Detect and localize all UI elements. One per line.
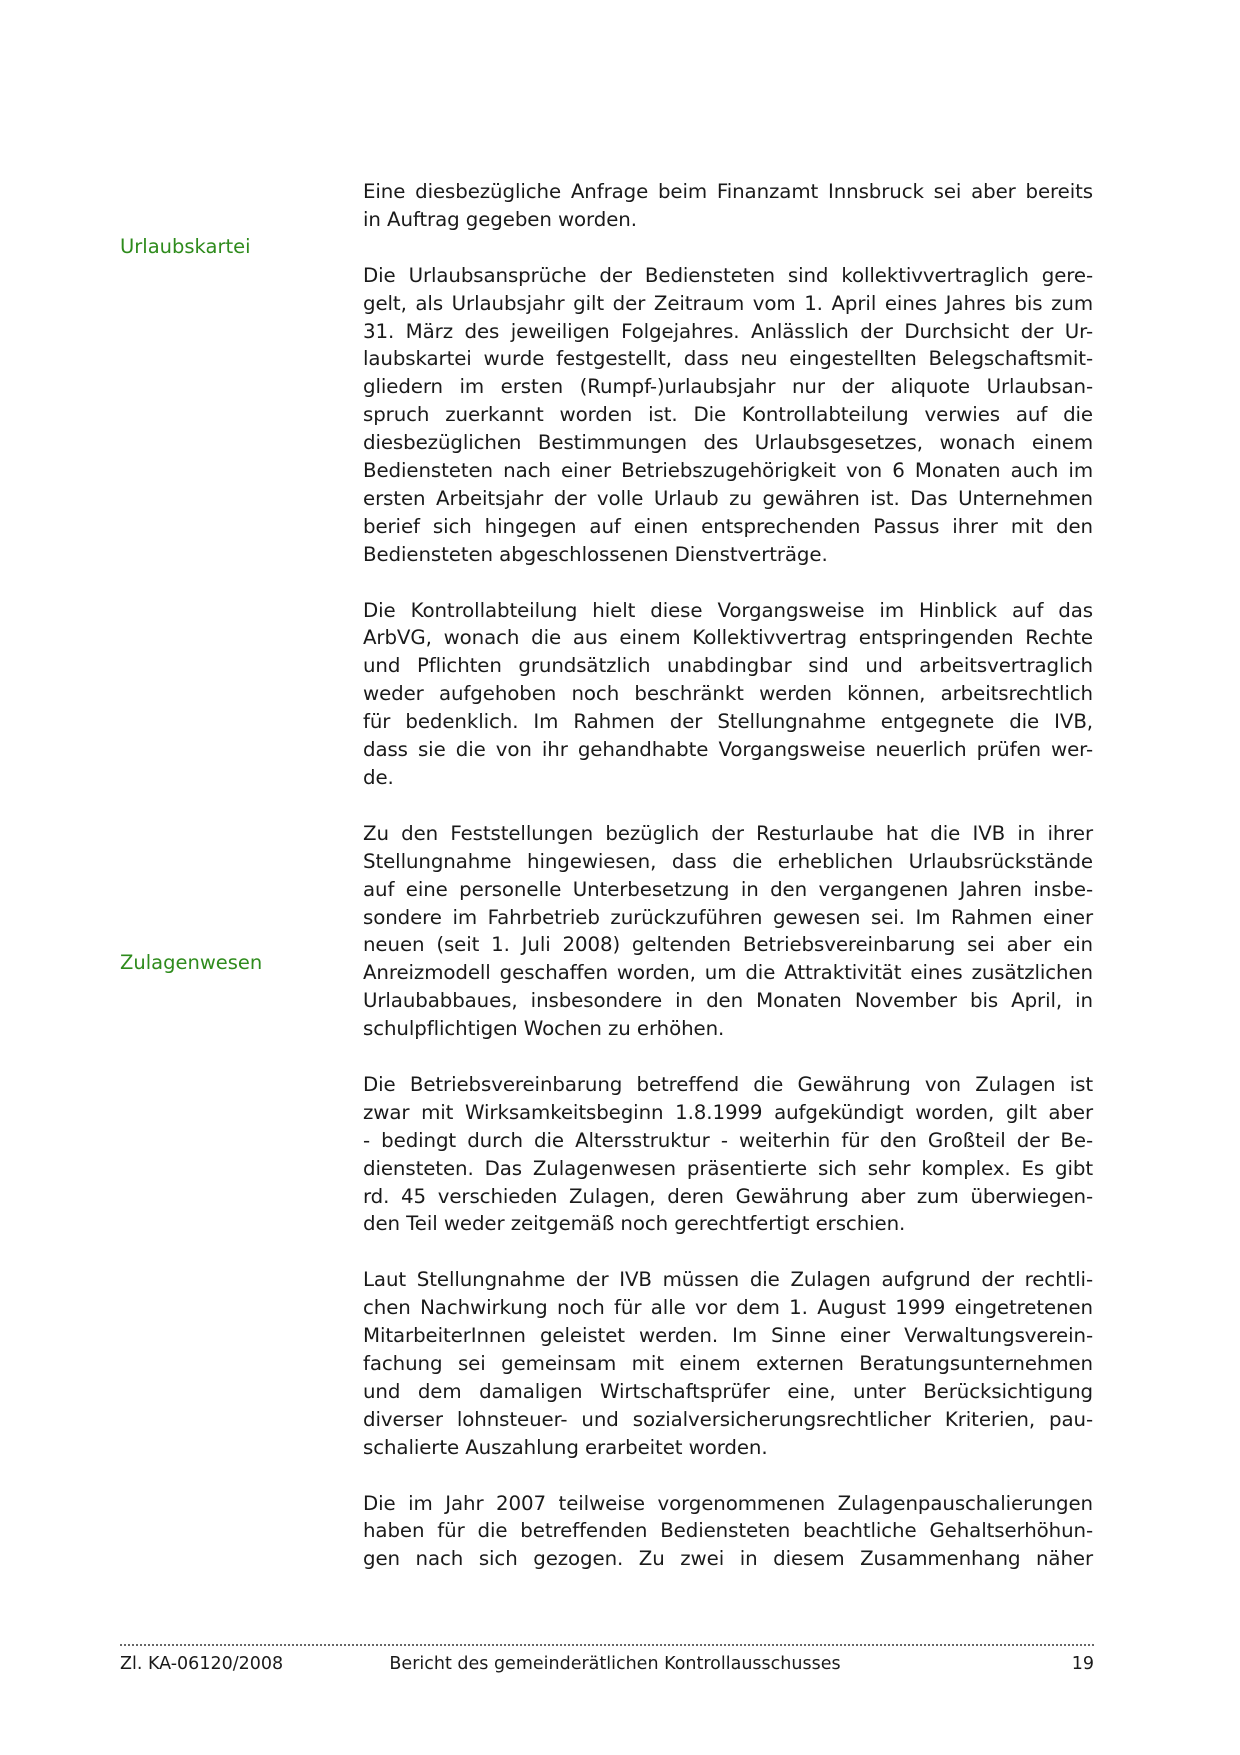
text-line: Anreizmodell geschaffen worden, um die Attraktivität eines zusätzlichen	[363, 961, 1093, 985]
text-line: Laut Stellungnahme der IVB müssen die Zulagen aufgrund der rechtli-	[363, 1268, 1093, 1292]
text-line: Die im Jahr 2007 teilweise vorgenommenen Zulagenpauschalierungen	[363, 1491, 1093, 1515]
text-line: Stellungnahme hingewiesen, dass die erheblichen Urlaubsrückstände	[363, 849, 1093, 873]
text-line: Bediensteten nach einer Betriebszugehörigkeit von 6 Monaten auch im	[363, 459, 1093, 483]
text-line: Urlaubabbaues, insbesondere in den Monaten November bis April, in	[363, 989, 1093, 1013]
paragraph-anfrage-finanzamt	[363, 178, 1093, 234]
text-line: den Teil weder zeitgemäß noch gerechtfertigt erschien.	[363, 1212, 906, 1236]
text-line: ersten Arbeitsjahr der volle Urlaub zu gewähren ist. Das Unternehmen	[363, 486, 1093, 510]
text-line: in Auftrag gegeben worden.	[363, 207, 637, 231]
text-line: chen Nachwirkung noch für alle vor dem 1. August 1999 eingetretenen	[363, 1296, 1093, 1320]
footer-reference: Zl. KA-06120/2008	[120, 1654, 284, 1674]
text-line: MitarbeiterInnen geleistet werden. Im Sinne einer Verwaltungsverein-	[363, 1324, 1093, 1348]
footer-report-title: Bericht des gemeinderätlichen Kontrollausschusses	[389, 1654, 841, 1674]
text-line: für bedenklich. Im Rahmen der Stellungnahme entgegnete die IVB,	[363, 710, 1093, 734]
text-line: diensteten. Das Zulagenwesen präsentierte sich sehr komplex. Es gibt	[363, 1156, 1093, 1180]
text-line: haben für die betreffenden Bediensteten beachtliche Gehaltserhöhun-	[363, 1519, 1093, 1543]
text-line: berief sich hingegen auf einen entsprechenden Passus ihrer mit den	[363, 514, 1093, 538]
paragraph-betriebsvereinbarung-zulagen	[363, 1071, 1093, 1238]
text-line: Eine diesbezügliche Anfrage beim Finanzamt Innsbruck sei aber bereits	[363, 180, 1093, 203]
text-line: und dem damaligen Wirtschaftsprüfer eine, unter Berücksichtigung	[363, 1379, 1093, 1403]
text-line: gelt, als Urlaubsjahr gilt der Zeitraum vom 1. April eines Jahres bis zum	[363, 291, 1093, 315]
margin-label-urlaubskartei: Urlaubskartei	[120, 235, 251, 258]
paragraph-urlaubsansprueche	[363, 262, 1093, 569]
text-line: schulpflichtigen Wochen zu erhöhen.	[363, 1017, 725, 1041]
text-line: auf eine personelle Unterbesetzung in den vergangenen Jahren insbe-	[363, 877, 1093, 901]
text-line: weder aufgehoben noch beschränkt werden können, arbeitsrechtlich	[363, 682, 1093, 706]
text-line: diverser lohnsteuer- und sozialversicherungsrechtlicher Kriterien, pau-	[363, 1407, 1093, 1431]
page-number: 19	[1071, 1654, 1094, 1674]
text-line: dass sie die von ihr gehandhabte Vorgangsweise neuerlich prüfen wer-	[363, 738, 1093, 762]
paragraph-zulagenpauschalierungen	[363, 1490, 1093, 1574]
text-line: sondere im Fahrbetrieb zurückzuführen gewesen sei. Im Rahmen einer	[363, 905, 1093, 929]
text-line: Zu den Feststellungen bezüglich der Resturlaube hat die IVB in ihrer	[363, 821, 1093, 845]
text-line: gen nach sich gezogen. Zu zwei in diesem Zusammenhang näher	[363, 1547, 1093, 1571]
text-line: diesbezüglichen Bestimmungen des Urlaubsgesetzes, wonach einem	[363, 431, 1093, 455]
text-line: Die Kontrollabteilung hielt diese Vorgangsweise im Hinblick auf das	[363, 598, 1093, 622]
text-line: - bedingt durch die Altersstruktur - weiterhin für den Großteil der Be-	[363, 1128, 1093, 1152]
text-line: spruch zuerkannt worden ist. Die Kontrollabteilung verwies auf die	[363, 403, 1093, 427]
text-line: schalierte Auszahlung erarbeitet worden.	[363, 1435, 768, 1459]
text-line: de.	[363, 766, 394, 789]
text-line: fachung sei gemeinsam mit einem externen Beratungsunternehmen	[363, 1351, 1093, 1375]
text-line: zwar mit Wirksamkeitsbeginn 1.8.1999 aufgekündigt worden, gilt aber	[363, 1100, 1093, 1124]
paragraph-arbvg	[363, 597, 1093, 792]
text-line: neuen (seit 1. Juli 2008) geltenden Betriebsvereinbarung sei aber ein	[363, 933, 1093, 957]
footer-divider	[120, 1644, 1094, 1646]
margin-label-zulagenwesen: Zulagenwesen	[120, 951, 263, 974]
text-line: laubskartei wurde festgestellt, dass neu eingestellten Belegschaftsmit-	[363, 347, 1093, 371]
paragraph-stellungnahme-zulagen	[363, 1266, 1093, 1461]
text-line: und Pflichten grundsätzlich unabdingbar sind und arbeitsvertraglich	[363, 654, 1093, 678]
text-line: rd. 45 verschieden Zulagen, deren Gewährung aber zum überwiegen-	[363, 1184, 1093, 1208]
text-line: 31. März des jeweiligen Folgejahres. Anlässlich der Durchsicht der Ur-	[363, 319, 1093, 343]
text-line: Bediensteten abgeschlossenen Dienstverträge.	[363, 542, 828, 566]
text-line: Die Urlaubsansprüche der Bediensteten sind kollektivvertraglich gere-	[363, 263, 1093, 287]
body-text	[363, 178, 1093, 1573]
text-line: Die Betriebsvereinbarung betreffend die Gewährung von Zulagen ist	[363, 1072, 1093, 1096]
text-line: ArbVG, wonach die aus einem Kollektivvertrag entspringenden Rechte	[363, 626, 1093, 650]
text-line: gliedern im ersten (Rumpf-)urlaubsjahr nur der aliquote Urlaubsan-	[363, 375, 1093, 399]
paragraph-resturlaube	[363, 820, 1093, 1043]
